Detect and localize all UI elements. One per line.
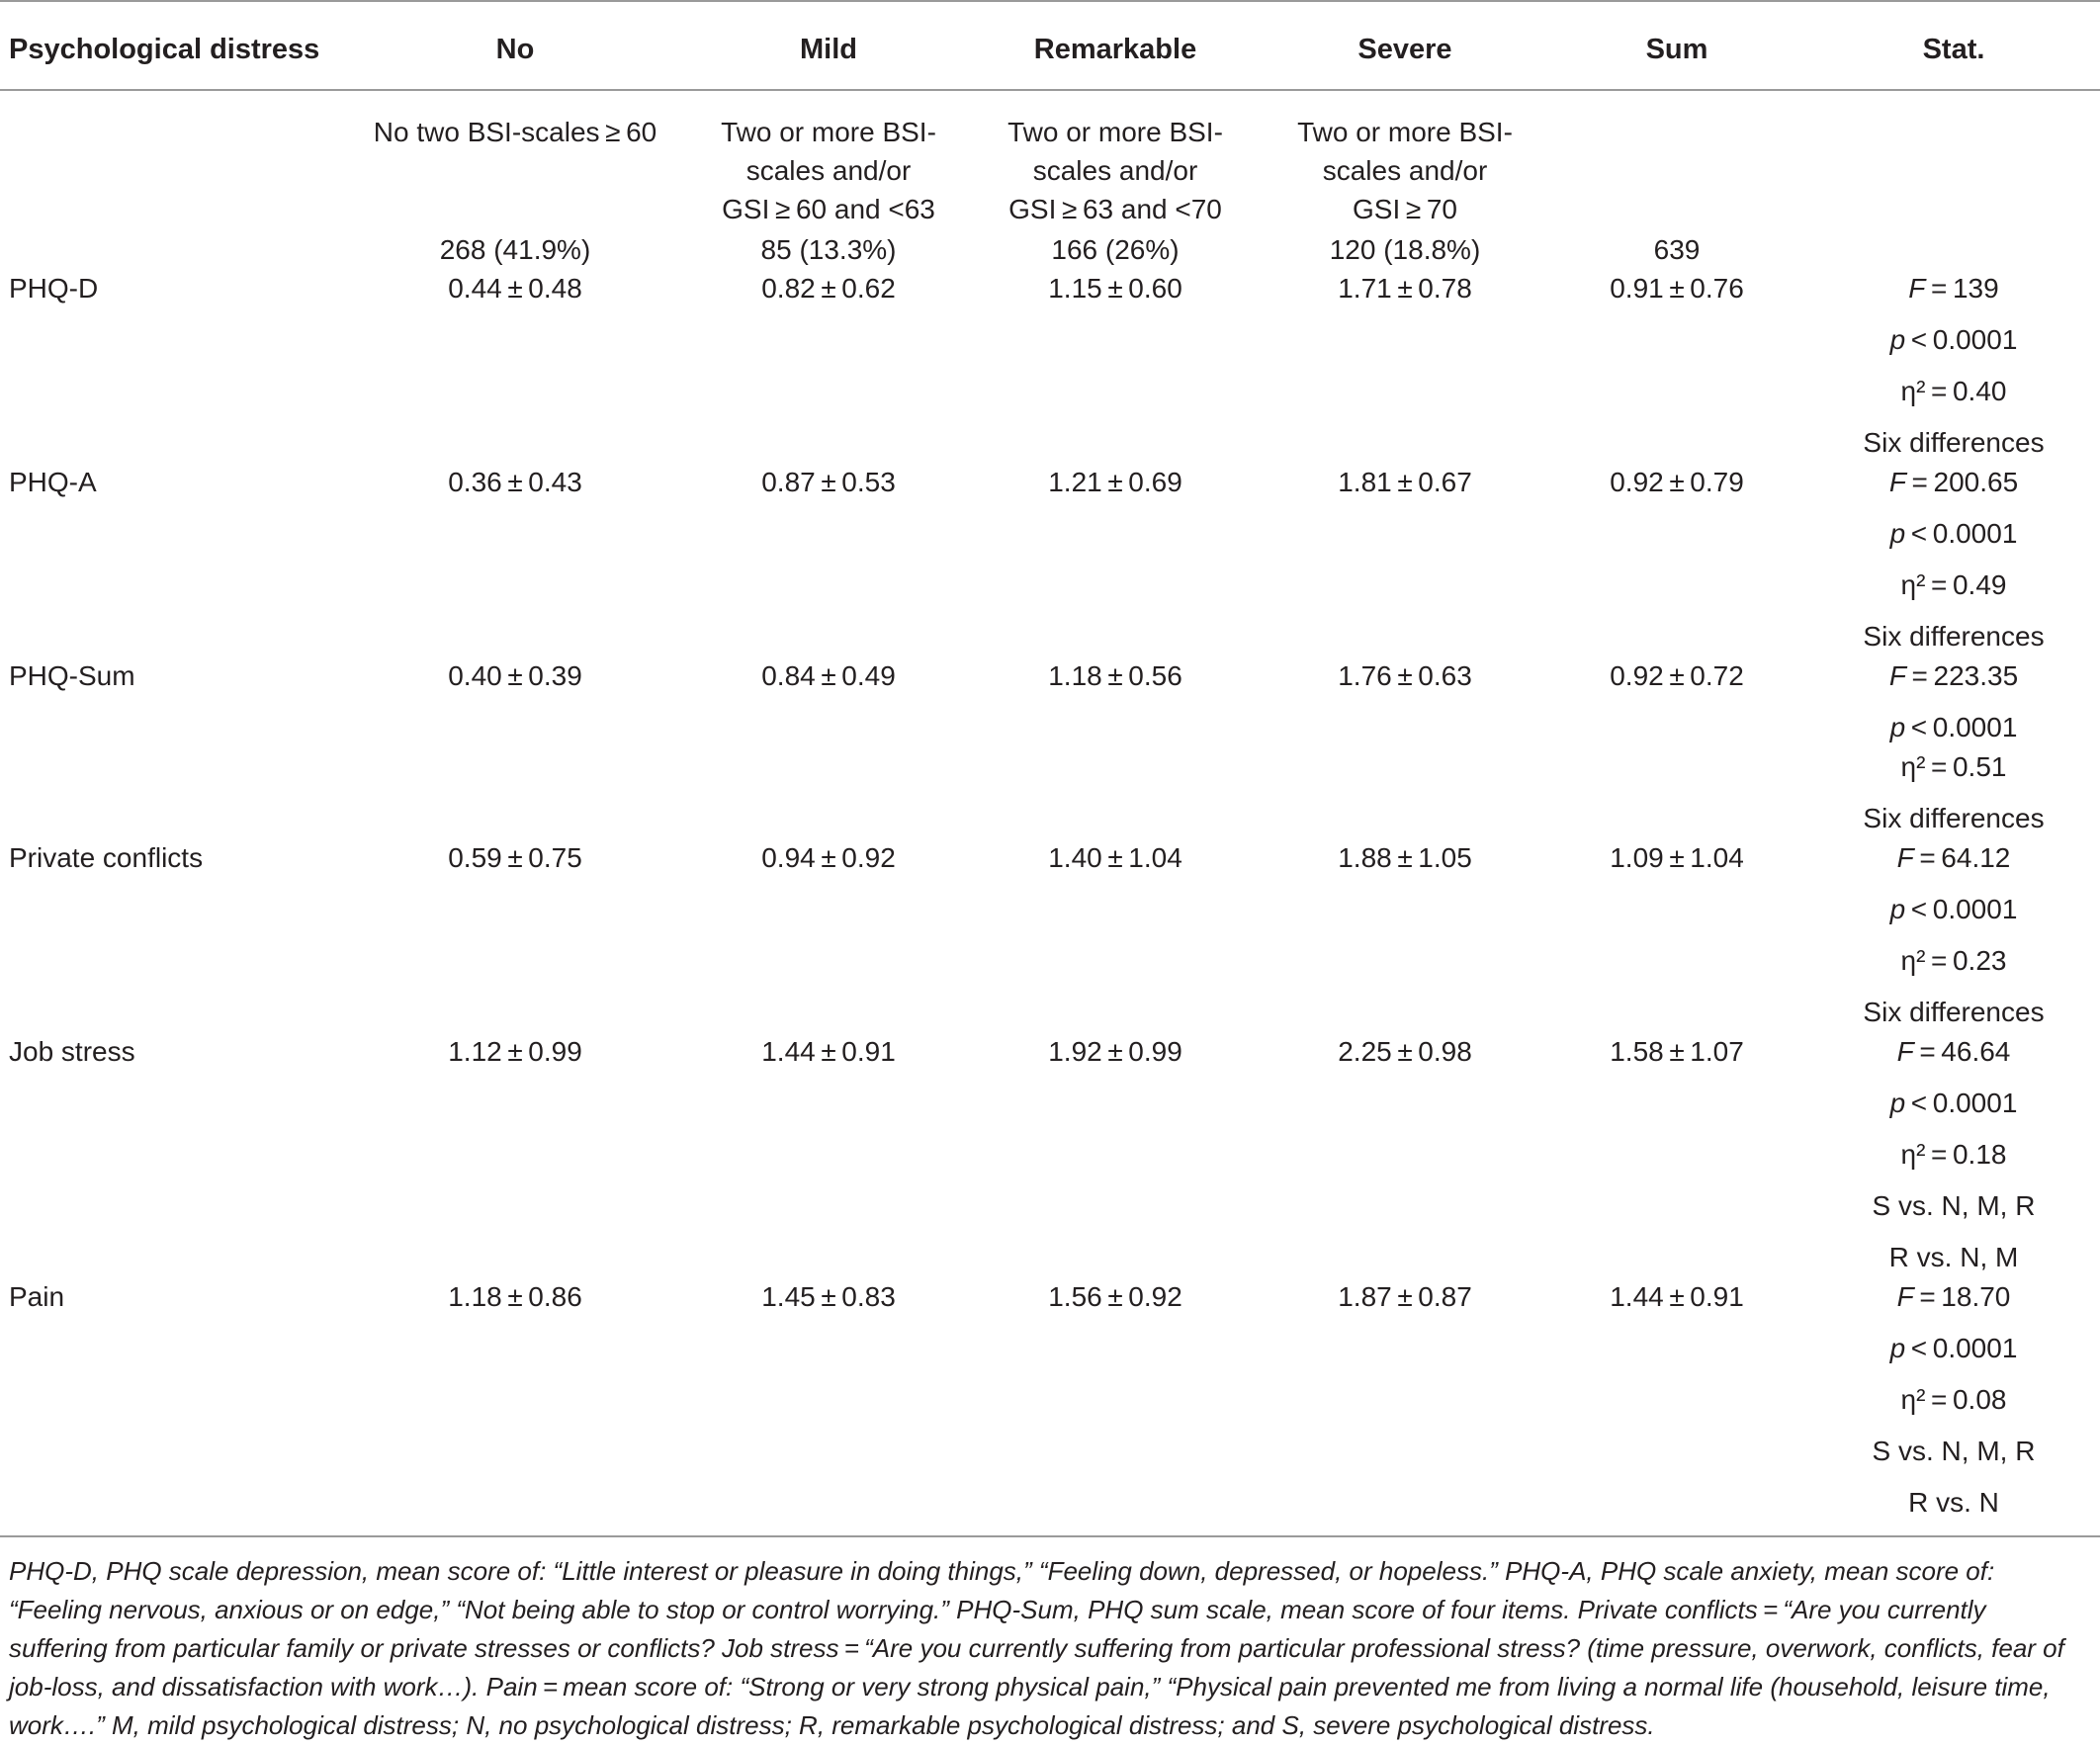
stat-eta: η² = 0.08 xyxy=(1900,1384,2007,1415)
cell-no: 0.40 ± 0.39 xyxy=(448,660,582,691)
header-remarkable: Remarkable xyxy=(1033,34,1197,65)
stat-p: p < 0.0001 xyxy=(1889,894,2018,924)
header-sum: Sum xyxy=(1645,34,1708,65)
cell-severe: 1.88 ± 1.05 xyxy=(1338,842,1472,873)
definition-severe-line3: GSI ≥ 70 xyxy=(1353,194,1457,224)
header-stat: Stat. xyxy=(1922,34,1985,65)
header-rule xyxy=(0,89,2100,91)
cell-no: 0.44 ± 0.48 xyxy=(448,273,582,304)
row-label: PHQ-Sum xyxy=(9,660,135,691)
stat-f: F = 200.65 xyxy=(1888,467,2019,497)
count-severe: 120 (18.8%) xyxy=(1329,234,1481,265)
cell-sum: 0.92 ± 0.72 xyxy=(1610,660,1744,691)
count-sum: 639 xyxy=(1653,234,1701,265)
cell-mild: 0.84 ± 0.49 xyxy=(761,660,896,691)
stat-posthoc: Six differences xyxy=(1863,997,2045,1027)
stat-posthoc: S vs. N, M, R xyxy=(1872,1436,2036,1466)
cell-severe: 1.71 ± 0.78 xyxy=(1338,273,1472,304)
stat-posthoc: S vs. N, M, R xyxy=(1872,1190,2036,1221)
top-rule xyxy=(0,0,2100,2)
count-mild: 85 (13.3%) xyxy=(760,234,897,265)
stat-posthoc: R vs. N, M xyxy=(1888,1242,2019,1272)
cell-sum: 1.58 ± 1.07 xyxy=(1610,1036,1744,1067)
header-mild: Mild xyxy=(800,34,857,65)
bottom-rule xyxy=(0,1535,2100,1537)
cell-no: 1.12 ± 0.99 xyxy=(448,1036,582,1067)
definition-remarkable-line3: GSI ≥ 63 and <70 xyxy=(1008,194,1222,224)
row-label: PHQ-A xyxy=(9,467,97,497)
cell-remarkable: 1.56 ± 0.92 xyxy=(1048,1281,1182,1312)
stat-p: p < 0.0001 xyxy=(1889,1088,2018,1118)
count-no: 268 (41.9%) xyxy=(439,234,591,265)
cell-mild: 0.82 ± 0.62 xyxy=(761,273,896,304)
cell-mild: 1.44 ± 0.91 xyxy=(761,1036,896,1067)
stat-f: F = 18.70 xyxy=(1896,1281,2011,1312)
cell-sum: 0.91 ± 0.76 xyxy=(1610,273,1744,304)
cell-mild: 1.45 ± 0.83 xyxy=(761,1281,896,1312)
stat-eta: η² = 0.49 xyxy=(1900,569,2007,600)
cell-no: 0.36 ± 0.43 xyxy=(448,467,582,497)
stat-p: p < 0.0001 xyxy=(1889,324,2018,355)
row-label: Private conflicts xyxy=(9,842,204,873)
definition-mild-line3: GSI ≥ 60 and <63 xyxy=(722,194,935,224)
cell-no: 0.59 ± 0.75 xyxy=(448,842,582,873)
table-footnote: PHQ-D, PHQ scale depression, mean score of: “Little interest or pleasure in doing things,” “Feeling down, depressed, or hopeless.” PHQ-A, PHQ scale anxiety, mean score of: “Feeling nervous, anxious or on edge,” “Not being able to stop or control worrying.” PHQ-Sum, PHQ sum scale, mean score of four items. Private conflicts = “Are you currently suffering from particular family or private stresses or conflicts? Job stress = “Are you currently suffering from particular professional stress? (time pressure, overwork, conflicts, fear of job-loss, and dissatisfaction with work…). Pain = mean score of: “Strong or very strong physical pain,” “Physical pain prevented me from living a normal life (household, leisure time, work….” M, mild psychological distress; N, no psychological distress; R, remarkable psychological distress; and S, severe psychological distress. xyxy=(9,1556,2064,1740)
cell-sum: 1.44 ± 0.91 xyxy=(1610,1281,1744,1312)
stat-eta: η² = 0.40 xyxy=(1900,376,2007,406)
definition-remarkable-line2: scales and/or xyxy=(1032,155,1198,186)
header-severe: Severe xyxy=(1357,34,1452,65)
cell-remarkable: 1.15 ± 0.60 xyxy=(1048,273,1182,304)
stat-f: F = 223.35 xyxy=(1888,660,2019,691)
definition-mild-line2: scales and/or xyxy=(745,155,912,186)
cell-severe: 1.87 ± 0.87 xyxy=(1338,1281,1472,1312)
cell-mild: 0.94 ± 0.92 xyxy=(761,842,896,873)
cell-severe: 1.76 ± 0.63 xyxy=(1338,660,1472,691)
row-label: Pain xyxy=(9,1281,65,1312)
cell-sum: 0.92 ± 0.79 xyxy=(1610,467,1744,497)
cell-severe: 2.25 ± 0.98 xyxy=(1338,1036,1472,1067)
stat-eta: η² = 0.23 xyxy=(1900,945,2007,976)
cell-remarkable: 1.92 ± 0.99 xyxy=(1048,1036,1182,1067)
stat-eta: η² = 0.51 xyxy=(1900,751,2007,782)
stat-f: F = 64.12 xyxy=(1896,842,2011,873)
definition-severe-line1: Two or more BSI- xyxy=(1297,117,1513,147)
header-label: Psychological distress xyxy=(9,34,320,65)
stat-posthoc: Six differences xyxy=(1863,803,2045,833)
stat-posthoc: R vs. N xyxy=(1908,1487,1999,1518)
stat-f: F = 139 xyxy=(1908,273,1999,304)
row-label: PHQ-D xyxy=(9,273,99,304)
header-no: No xyxy=(495,34,535,65)
stat-posthoc: Six differences xyxy=(1863,427,2045,458)
count-remarkable: 166 (26%) xyxy=(1051,234,1180,265)
stat-eta: η² = 0.18 xyxy=(1900,1139,2007,1170)
cell-remarkable: 1.40 ± 1.04 xyxy=(1048,842,1182,873)
definition-severe-line2: scales and/or xyxy=(1322,155,1488,186)
definition-no: No two BSI-scales ≥ 60 xyxy=(373,117,657,147)
stat-p: p < 0.0001 xyxy=(1889,712,2018,742)
stat-posthoc: Six differences xyxy=(1863,621,2045,652)
cell-remarkable: 1.21 ± 0.69 xyxy=(1048,467,1182,497)
cell-mild: 0.87 ± 0.53 xyxy=(761,467,896,497)
stat-p: p < 0.0001 xyxy=(1889,1333,2018,1363)
cell-sum: 1.09 ± 1.04 xyxy=(1610,842,1744,873)
definition-mild-line1: Two or more BSI- xyxy=(721,117,936,147)
cell-severe: 1.81 ± 0.67 xyxy=(1338,467,1472,497)
cell-no: 1.18 ± 0.86 xyxy=(448,1281,582,1312)
stat-f: F = 46.64 xyxy=(1896,1036,2011,1067)
row-label: Job stress xyxy=(9,1036,135,1067)
cell-remarkable: 1.18 ± 0.56 xyxy=(1048,660,1182,691)
stat-p: p < 0.0001 xyxy=(1889,518,2018,549)
definition-remarkable-line1: Two or more BSI- xyxy=(1007,117,1223,147)
